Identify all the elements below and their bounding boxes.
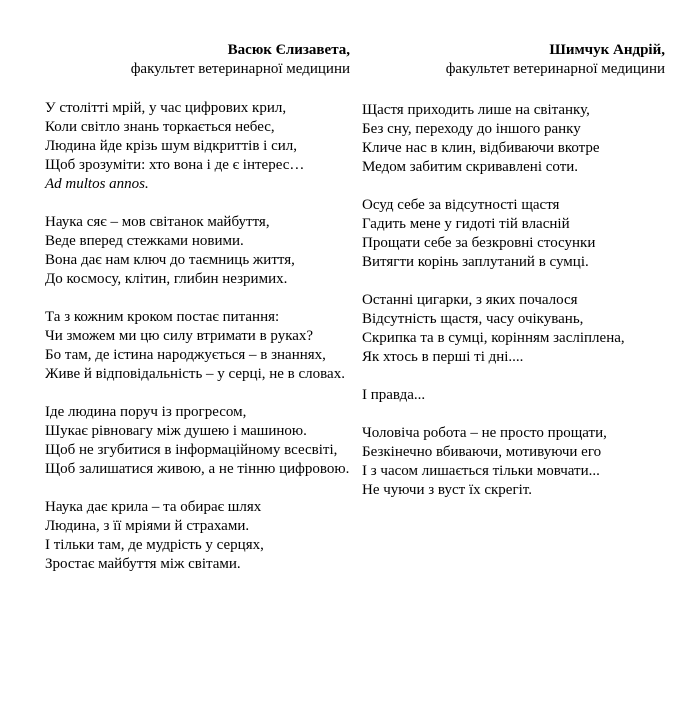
- right-stanza-5: [362, 424, 665, 500]
- poem-line: Веде вперед стежками новими.: [45, 233, 244, 249]
- right-stanza-1: [362, 101, 665, 177]
- poem-line: Щоб не згубитися в інформаційному всесвіті,: [45, 442, 338, 458]
- poem-line: Витягти корінь заплутаний в сумці.: [362, 254, 589, 270]
- left-stanza-5: [45, 498, 350, 574]
- poem-line: Наука сяє – мов світанок майбуття,: [45, 214, 270, 230]
- right-column: [362, 40, 665, 519]
- poem-line: Без сну, переходу до іншого ранку: [362, 121, 581, 137]
- poem-line: І з часом лишається тільки мовчати...: [362, 463, 600, 479]
- poem-line: Останні цигарки, з яких почалося: [362, 292, 578, 308]
- left-stanza-2: [45, 213, 350, 289]
- poem-line: Гадить мене у гидоті тій власній: [362, 216, 570, 232]
- poem-line: Ad multos annos.: [45, 176, 149, 192]
- poem-line: До космосу, клітин, глибин незримих.: [45, 271, 288, 287]
- left-author-faculty: факультет ветеринарної медицини: [130, 61, 350, 77]
- poem-line: Як хтось в перші ті дні....: [362, 349, 524, 365]
- poem-line: І правда...: [362, 387, 426, 403]
- left-stanza-1: [45, 99, 350, 194]
- poem-line: Скрипка та в сумці, корінням засліплена,: [362, 330, 625, 346]
- poem-line: Зростає майбуття між світами.: [45, 556, 241, 572]
- right-author-name: Шимчук Андрій,: [549, 42, 665, 58]
- poem-line: Не чуючи з вуст їх скрегіт.: [362, 482, 532, 498]
- right-poem: [362, 101, 665, 500]
- poem-line: Чоловіча робота – не просто прощати,: [362, 425, 607, 441]
- poem-line: Шукає рівновагу між душею і машиною.: [45, 423, 307, 439]
- poem-line: Наука дає крила – та обирає шлях: [45, 499, 262, 515]
- right-stanza-2: [362, 196, 665, 272]
- right-stanza-3: [362, 291, 665, 367]
- poem-line: Медом забитим скривавлені соти.: [362, 159, 579, 175]
- poem-line: Відсутність щастя, часу очікувань,: [362, 311, 584, 327]
- right-author-faculty: факультет ветеринарної медицини: [445, 61, 665, 77]
- poem-line: Безкінечно вбиваючи, мотивуючи его: [362, 444, 602, 460]
- poem-line: Вона дає нам ключ до таємниць життя,: [45, 252, 295, 268]
- poem-line: Живе й відповідальність – у серці, не в словах.: [45, 366, 345, 382]
- left-stanza-3: [45, 308, 350, 384]
- poem-line: Бо там, де істина народжується – в знаннях,: [45, 347, 326, 363]
- poem-line: Щастя приходить лише на світанку,: [362, 102, 590, 118]
- poem-line: Кличе нас в клин, відбиваючи вкотре: [362, 140, 600, 156]
- poem-line: Чи зможем ми цю силу втримати в руках?: [45, 328, 314, 344]
- left-author-name: Васюк Єлизавета,: [227, 42, 350, 58]
- left-stanza-4: [45, 403, 350, 479]
- poem-line: Людина йде крізь шум відкриттів і сил,: [45, 138, 297, 154]
- poem-line: Осуд себе за відсутності щастя: [362, 197, 560, 213]
- poem-line: І тільки там, де мудрість у серцях,: [45, 537, 264, 553]
- poem-line: Щоб зрозуміти: хто вона і де є інтерес…: [45, 157, 305, 173]
- left-poem: [45, 99, 350, 574]
- poem-line: Іде людина поруч із прогресом,: [45, 404, 247, 420]
- poem-line: Прощати себе за безкровні стосунки: [362, 235, 596, 251]
- poem-line: Людина, з її мріями й страхами.: [45, 518, 250, 534]
- poem-line: Коли світло знань торкається небес,: [45, 119, 275, 135]
- poem-line: Щоб залишатися живою, а не тінню цифровою.: [45, 461, 350, 477]
- left-column: [45, 40, 350, 593]
- right-stanza-4: [362, 386, 665, 405]
- poem-line: У столітті мрій, у час цифрових крил,: [45, 100, 287, 116]
- poem-line: Та з кожним кроком постає питання:: [45, 309, 280, 325]
